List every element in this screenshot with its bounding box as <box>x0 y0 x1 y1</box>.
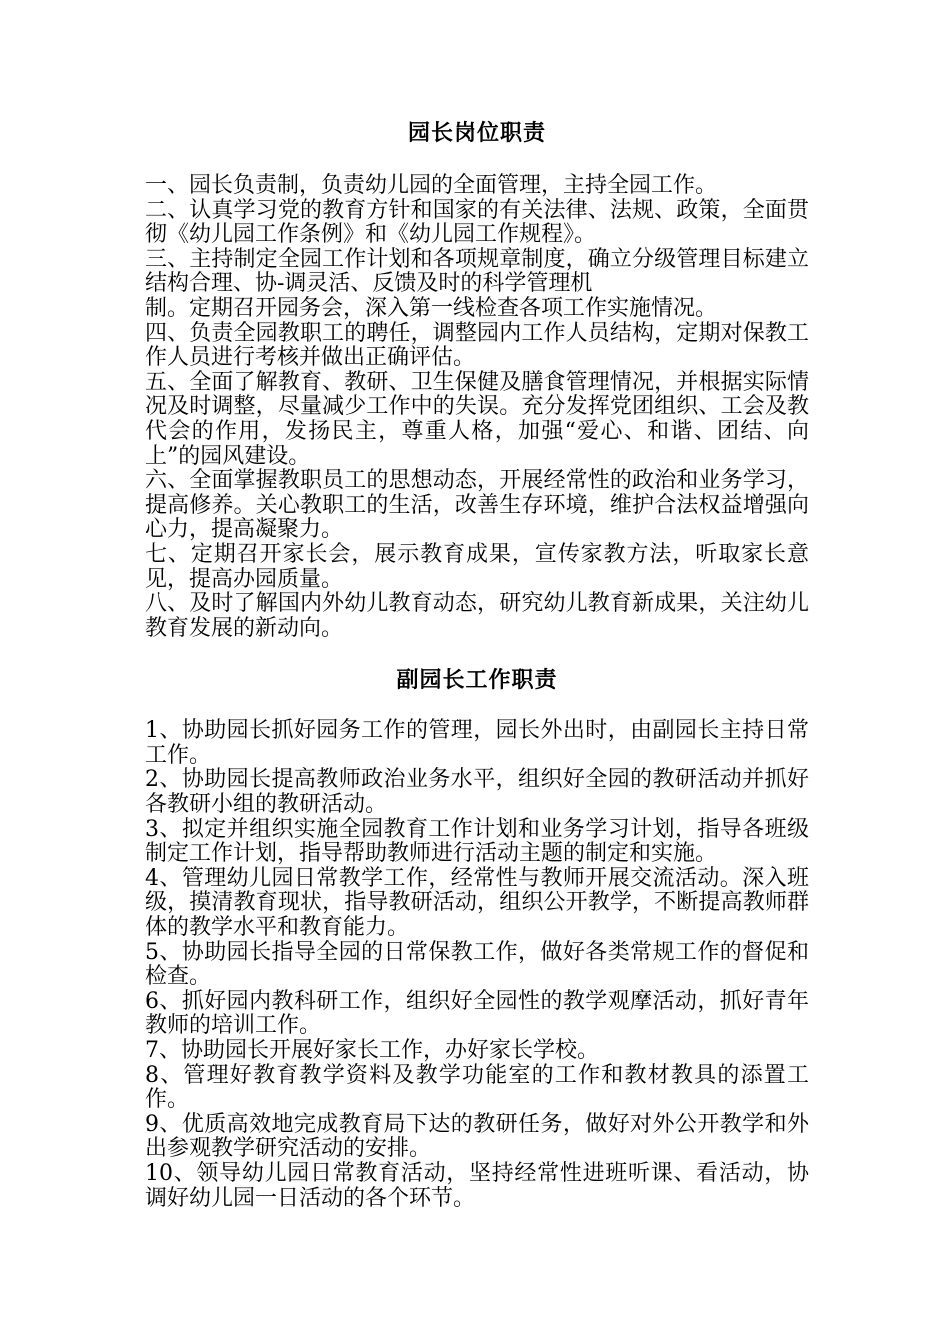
paragraph: 四、负责全园教职工的聘任，调整园内工作人员结构，定期对保教工作人员进行考核并做出正确评估。 <box>145 320 809 371</box>
paragraph: 制。定期召开园务会，深入第一线检查各项工作实施情况。 <box>145 295 718 321</box>
paragraph: 4、管理幼儿园日常教学工作，经常性与教师开展交流活动。深入班级，摸清教育现状，指导教研活动，组织公开教学，不断提高教师群体的教学水平和教育能力。 <box>145 865 809 941</box>
paragraph: 五、全面了解教育、教研、卫生保健及膳食管理情况，并根据实际情况及时调整，尽量减少工作中的失误。充分发挥党团组织、工会及教代会的作用，发扬民主，尊重人格，加强“爱心、和谐、团结、向上”的园风建设。 <box>145 369 809 469</box>
paragraph: 2、协助园长提高教师政治业务水平，组织好全园的教研活动并抓好各教研小组的教研活动。 <box>145 767 809 818</box>
paragraph: 9、优质高效地完成教育局下达的教研任务，做好对外公开教学和外出参观教学研究活动的安排。 <box>145 1111 809 1162</box>
section-title: 园长岗位职责 <box>407 120 546 146</box>
paragraph: 10、领导幼儿园日常教育活动，坚持经常性进班听课、看活动，协调好幼儿园一日活动的各个环节。 <box>145 1160 809 1211</box>
section-title: 副园长工作职责 <box>396 667 558 694</box>
paragraph: 七、定期召开家长会，展示教育成果，宣传家教方法，听取家长意见，提高办园质量。 <box>145 541 809 592</box>
principal-duties-section <box>145 118 809 641</box>
paragraph: 三、主持制定全园工作计划和各项规章制度，确立分级管理目标建立结构合理、协-调灵活、反馈及时的科学管理机 <box>145 246 809 297</box>
paragraph: 6、抓好园内教科研工作，组织好全园性的教学观摩活动，抓好青年教师的培训工作。 <box>145 988 809 1039</box>
paragraph: 1、协助园长抓好园务工作的管理，园长外出时，由副园长主持日常工作。 <box>145 718 809 768</box>
document-page <box>145 118 809 1211</box>
paragraph: 8、管理好教育教学资料及教学功能室的工作和教材教具的添置工作。 <box>145 1062 809 1113</box>
paragraph: 5、协助园长指导全园的日常保教工作，做好各类常规工作的督促和检查。 <box>145 939 809 990</box>
paragraph: 二、认真学习党的教育方针和国家的有关法律、法规、政策，全面贯彻《幼儿园工作条例》和《幼儿园工作规程》。 <box>145 197 809 248</box>
paragraph: 八、及时了解国内外幼儿教育动态，研究幼儿教育新成果，关注幼儿教育发展的新动向。 <box>145 591 809 641</box>
paragraph: 一、园长负责制，负责幼儿园的全面管理，主持全园工作。 <box>145 173 718 198</box>
paragraph: 六、全面掌握教职员工的思想动态，开展经常性的政治和业务学习，提高修养。关心教职工的生活，改善生存环境，维护合法权益增强向心力，提高凝聚力。 <box>145 468 809 543</box>
paragraph: 3、拟定并组织实施全园教育工作计划和业务学习计划，指导各班级制定工作计划，指导帮助教师进行活动主题的制定和实施。 <box>145 816 809 867</box>
paragraph: 7、协助园长开展好家长工作，办好家长学校。 <box>145 1038 599 1063</box>
vice-principal-duties-section <box>145 665 809 1211</box>
